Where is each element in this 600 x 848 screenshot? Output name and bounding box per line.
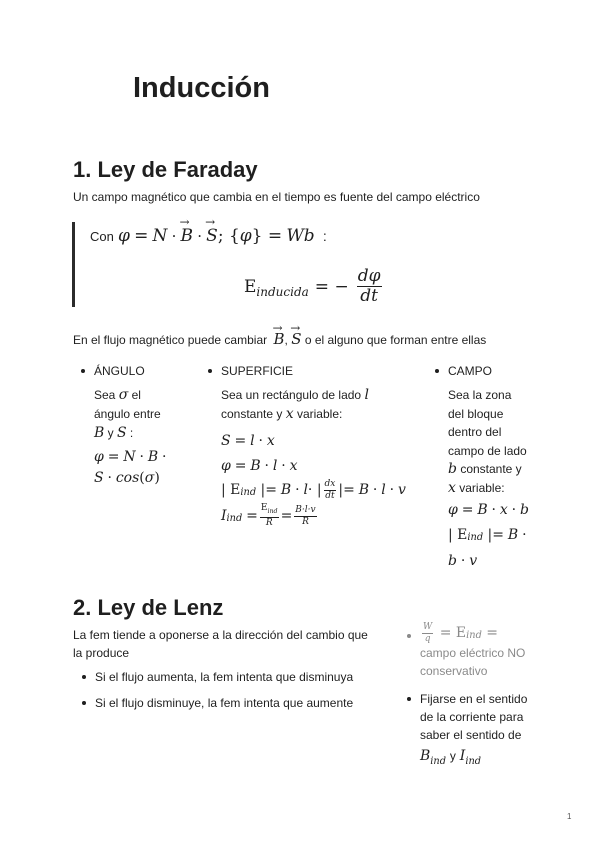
bullet-dot (81, 369, 85, 373)
lenz-bullet-1: Si el flujo aumenta, la fem intenta que disminuya (95, 670, 354, 684)
faraday-heading: 1. Ley de Faraday (73, 157, 258, 182)
superficie-title: SUPERFICIE (221, 364, 294, 378)
campo-body: Sea la zona del bloque dentro del campo de lado b constante y x variable: (448, 388, 527, 496)
superficie-formulas: S = l · x φ = B · l · x | E $_{ind}$ |= B · l · | $\frac{dx}{dt}$ |= B · l · v I $_{ind}$ = $\frac{E_{ind}}{R}$ = $\frac{B\cdot l\cdot v}{R}$ (221, 433, 406, 528)
lenz-heading: 2. Ley de Lenz (73, 595, 224, 620)
campo-title: CAMPO (448, 364, 493, 378)
lenz-bullet-2: Si el flujo disminuye, la fem intenta que aumente (95, 696, 354, 710)
bullet-dot (82, 675, 86, 679)
lenz-intro: La fem tiende a oponerse a la dirección del cambio que la produce (73, 628, 368, 660)
superficie-body: Sea un rectángulo de lado l constante y x variable: (221, 387, 369, 422)
callout-bar (72, 222, 75, 307)
angulo-body: Sea σ el ángulo entre B y S : (94, 387, 161, 441)
page-title: Inducción (133, 72, 270, 104)
angulo-formula: φ = N · B · S · cos(σ) (94, 449, 167, 486)
bullet-dot (435, 369, 439, 373)
page-number: 1 (567, 812, 572, 821)
induced-emf-formula: E inducida = − $\frac{d\varphi}{dt}$ (244, 266, 381, 306)
lenz-side-black: Fijarse en el sentido de la corriente para saber el sentido de $B_{ind}$ y $I_{ind}$ (420, 692, 528, 767)
bullet-dot (208, 369, 212, 373)
angulo-title: ÁNGULO (94, 364, 145, 378)
bullet-dot (407, 697, 411, 701)
bullet-dot-gray (407, 634, 411, 638)
flux-change-text: En el flujo magnético puede cambiar → B, → S o el alguno que forman entre ellas (73, 330, 486, 349)
campo-formulas: φ = B · x · b | E $_{ind}$ |= B · b · v (448, 502, 529, 569)
faraday-intro: Un campo magnético que cambia en el tiempo es fuente del campo eléctrico (73, 190, 480, 204)
bullet-dot (82, 701, 86, 705)
con-label: Con (90, 229, 114, 244)
flux-definition: Con φ = N · → B · → S; {φ} = Wb : (90, 226, 327, 246)
lenz-side-gray: $\frac{W}{q}$ = E $_{ind}$ = campo eléctrico NO conservativo (420, 621, 526, 678)
